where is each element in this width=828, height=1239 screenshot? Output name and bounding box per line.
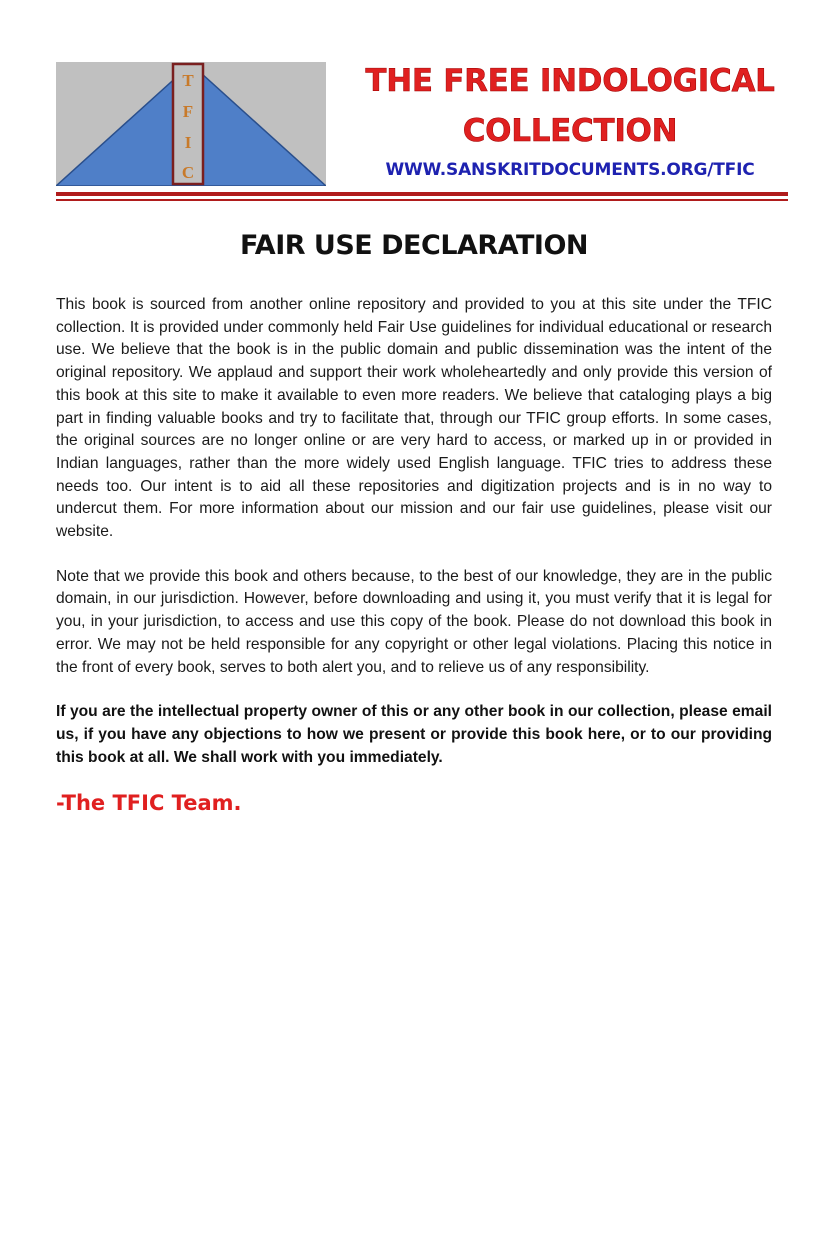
signature: -The TFIC Team. — [56, 791, 242, 816]
logo-letter-f: F — [182, 102, 194, 121]
logo-letter-i: I — [184, 133, 192, 152]
tfic-logo-graphic — [56, 62, 326, 186]
tfic-logo — [56, 62, 326, 186]
declaration-title: FAIR USE DECLARATION — [239, 230, 589, 261]
declaration-body — [56, 294, 772, 815]
owner-notice-paragraph: If you are the intellectual property owner of this or any other book in our collection, please email us, if you have any objections to how we present or provide this book here, or to our providing this book at all. We shall work with you immediately. — [56, 703, 772, 766]
header-divider-thick — [56, 192, 788, 196]
declaration-paragraph: This book is sourced from another online repository and provided to you at this site under the TFIC collection. It is provided under commonly held Fair Use guidelines for individual educational or research use. We believe that the book is in the public domain and public dissemination was the intent of the original repository. We applaud and support their work wholeheartedly and only provide this version of this book at this site to make it available to even more readers. We believe that cataloging plays a big part in finding valuable books and try to facilitate that, through our TFIC group efforts. In some cases, the original sources are no longer online or are very hard to access, or marked up in or provided in Indian languages, rather than the more widely used English language. TFIC tries to address these needs too. Our intent is to aid all these repositories and digitization projects and is in no way to undercut them. For more information about our mission and our fair use guidelines, please visit our website. — [56, 296, 772, 541]
collection-title: THE FREE INDOLOGICAL COLLECTION — [365, 63, 775, 149]
logo-letter-c: C — [181, 163, 195, 182]
logo-letter-t: T — [182, 71, 194, 90]
header-divider-thin — [56, 199, 788, 201]
website-url[interactable]: WWW.SANSKRITDOCUMENTS.ORG/TFIC — [385, 160, 755, 180]
brand-block — [340, 56, 800, 180]
declaration-paragraph: Note that we provide this book and others because, to the best of our knowledge, they are in the public domain, in our jurisdiction. However, before downloading and using it, you must verify that it is legal for you, in your jurisdiction, to access and use this copy of the book. Please do not download this book in error. We may not be held responsible for any copyright or other legal violations. Placing this notice in the front of every book, serves to both alert you, and to relieve us of any responsibility. — [56, 567, 772, 676]
